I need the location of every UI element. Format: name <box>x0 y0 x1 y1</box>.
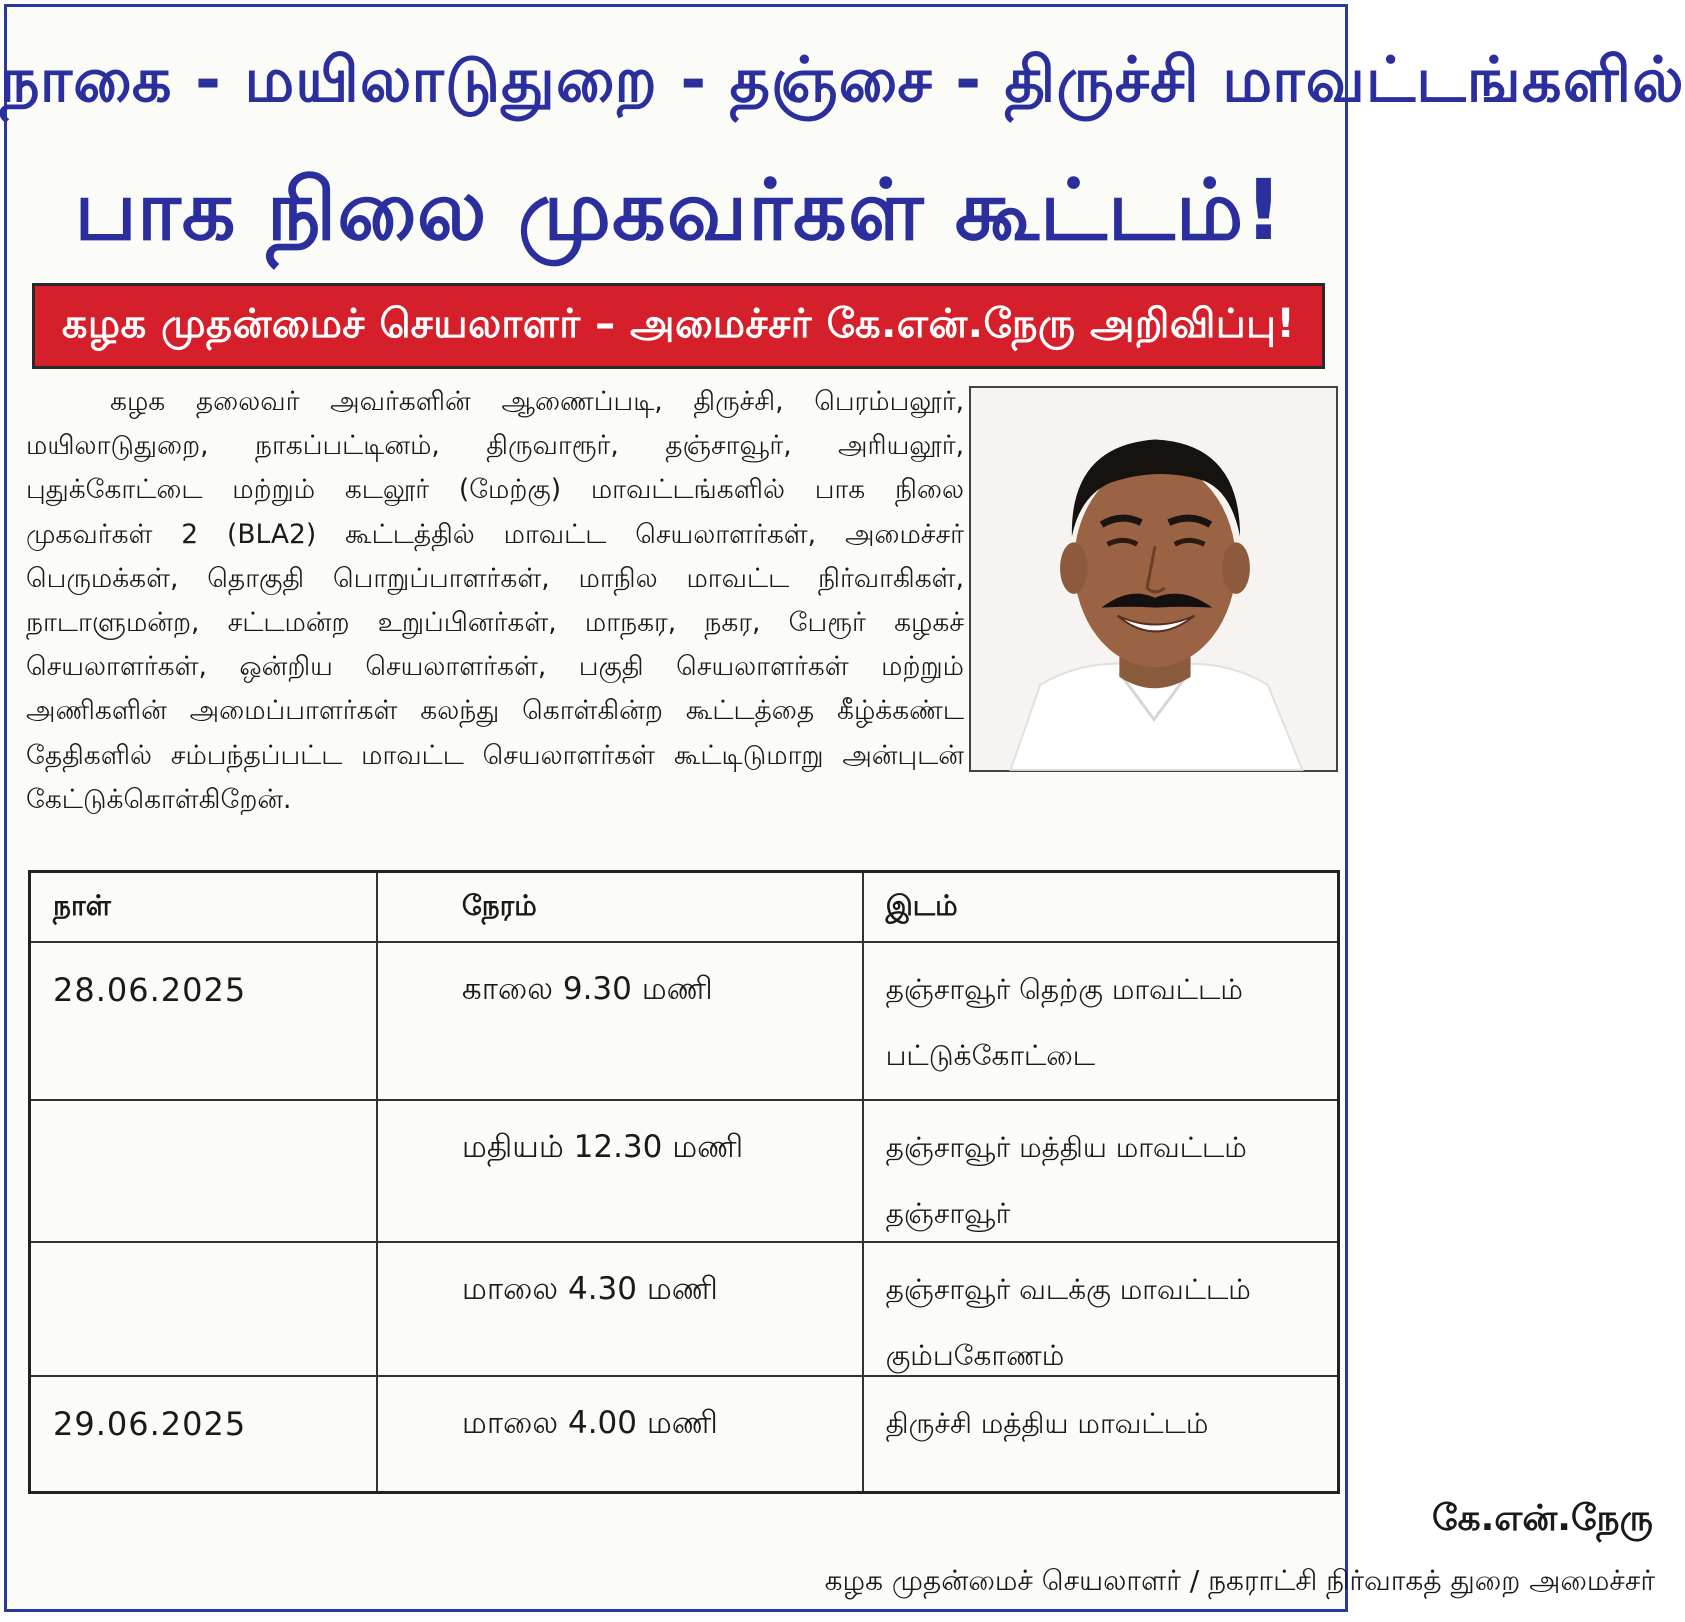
table-header-row <box>30 872 1339 943</box>
table-row <box>30 1100 1339 1242</box>
schedule-table <box>28 870 1340 1494</box>
table-row <box>30 1242 1339 1376</box>
cell-time: மாலை 4.30 மணி <box>377 1242 863 1376</box>
cell-place <box>863 942 1339 1100</box>
table-row <box>30 942 1339 1100</box>
announcement-banner-text: கழக முதன்மைச் செயலாளர் – அமைச்சர் கே.என்.நேரு அறிவிப்பு! <box>61 300 1296 347</box>
signature-title: கழக முதன்மைச் செயலாளர் / நகராட்சி நிர்வாகத் துறை அமைச்சர் <box>824 1564 1655 1597</box>
header-time: நேரம் <box>377 872 863 943</box>
place-town: கும்பகோணம் <box>885 1339 1065 1372</box>
place-district: தஞ்சாவூர் மத்திய மாவட்டம் <box>885 1131 1247 1164</box>
place-district: திருச்சி மத்திய மாவட்டம் <box>885 1407 1209 1440</box>
cell-place <box>863 1242 1339 1376</box>
cell-place <box>863 1100 1339 1242</box>
cell-date <box>30 1100 377 1242</box>
portrait-illustration <box>971 388 1336 770</box>
signature-name: கே.என்.நேரு <box>1432 1498 1653 1539</box>
cell-place <box>863 1376 1339 1492</box>
header-place: இடம் <box>863 872 1339 943</box>
place-town: தஞ்சாவூர் <box>885 1197 1011 1230</box>
table-row <box>30 1376 1339 1492</box>
cell-time: மாலை 4.00 மணி <box>377 1376 863 1492</box>
cell-time: காலை 9.30 மணி <box>377 942 863 1100</box>
body-paragraph: கழக தலைவர் அவர்களின் ஆணைப்படி, திருச்சி, பெரம்பலூர், மயிலாடுதுறை, நாகப்பட்டினம், திருவாரூர், தஞ்சாவூர், அரியலூர், புதுக்கோட்டை மற்றும் கடலூர் (மேற்கு) மாவட்டங்களில் பாக நிலை முகவர்கள் 2 (BLA2) கூட்டத்தில் மாவட்ட செயலாளர்கள், அமைச்சர் பெருமக்கள், தொகுதி பொறுப்பாளர்கள், மாநில மாவட்ட நிர்வாகிகள், நாடாளுமன்ற, சட்டமன்ற உறுப்பினர்கள், மாநகர, நகர, பேரூர் கழகச் செயலாளர்கள், ஒன்றிய செயலாளர்கள், பகுதி செயலாளர்கள் மற்றும் அணிகளின் அமைப்பாளர்கள் கலந்து கொள்கின்ற கூட்டத்தை கீழ்க்கண்ட தேதிகளில் சம்பந்தப்பட்ட மாவட்ட செயலாளர்கள் கூட்டிடுமாறு அன்புடன் கேட்டுக்கொள்கிறேன். <box>26 386 964 815</box>
cell-time: மதியம் 12.30 மணி <box>377 1100 863 1242</box>
place-district: தஞ்சாவூர் வடக்கு மாவட்டம் <box>885 1273 1251 1306</box>
portrait-photo <box>969 386 1338 772</box>
announcement-banner <box>32 283 1325 369</box>
place-town: பட்டுக்கோட்டை <box>885 1039 1096 1072</box>
cell-date <box>30 1242 377 1376</box>
header-date: நாள் <box>30 872 377 943</box>
cell-date: 29.06.2025 <box>30 1376 377 1492</box>
place-district: தஞ்சாவூர் தெற்கு மாவட்டம் <box>885 973 1243 1006</box>
headline-meeting-title: பாக நிலை முகவர்கள் கூட்டம்! <box>74 161 1284 259</box>
cell-date: 28.06.2025 <box>30 942 377 1100</box>
headline-districts: நாகை - மயிலாடுதுறை - தஞ்சை - திருச்சி மாவட்டங்களில் <box>0 43 1685 116</box>
